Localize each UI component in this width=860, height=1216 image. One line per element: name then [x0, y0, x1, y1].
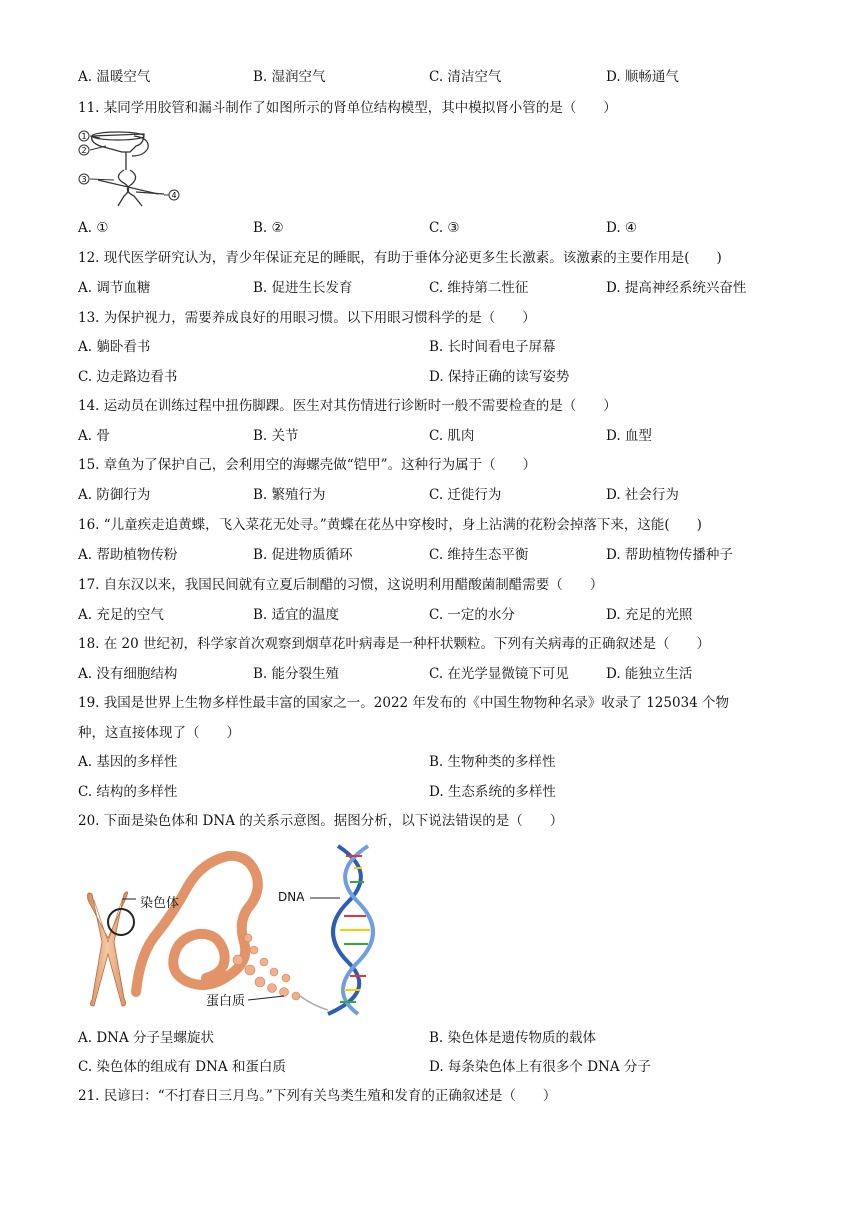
q11-option-c: C. ③: [429, 220, 460, 236]
coiled-fiber: [136, 856, 258, 992]
q19-option-b: B. 生物种类的多样性: [429, 754, 556, 770]
q12-option-a: A. 调节血糖: [78, 280, 151, 296]
q15-option-a: A. 防御行为: [78, 487, 151, 503]
q13-option-b: B. 长时间看电子屏幕: [429, 339, 556, 355]
label-protein: 蛋白质: [206, 994, 246, 1009]
q18-option-b: B. 能分裂生殖: [253, 666, 340, 682]
dna-helix: [300, 846, 373, 1014]
q17-stem: 17. 自东汉以来，我国民间就有立夏后制醋的习惯，这说明利用醋酸菌制醋需要（ ）: [78, 577, 604, 593]
q18-option-d: D. 能独立生活: [606, 666, 693, 682]
q13-option-d: D. 保持正确的读写姿势: [429, 369, 570, 385]
q12-stem: 12. 现代医学研究认为，青少年保证充足的睡眠，有助于垂体分泌更多生长激素。该激素的主要作用是( ): [78, 250, 722, 266]
q11-option-a: A. ①: [78, 220, 109, 236]
q17-option-d: D. 充足的光照: [606, 607, 693, 623]
q10-option-a: A. 温暖空气: [78, 69, 151, 85]
q15-option-d: D. 社会行为: [606, 487, 679, 503]
q14-option-c: C. 肌肉: [429, 428, 475, 444]
q16-option-d: D. 帮助植物传播种子: [606, 547, 733, 563]
label-chromosome: 染色体: [140, 896, 180, 911]
q19-option-a: A. 基因的多样性: [78, 754, 178, 770]
q11-stem: 11. 某同学用胶管和漏斗制作了如图所示的肾单位结构模型，其中模拟肾小管的是（ ）: [78, 100, 617, 116]
q14-option-a: A. 骨: [78, 428, 110, 444]
q13-option-a: A. 躺卧看书: [78, 339, 151, 355]
svg-text:3: 3: [81, 175, 87, 184]
q20-option-c: C. 染色体的组成有 DNA 和蛋白质: [78, 1059, 286, 1075]
q16-option-c: C. 维持生态平衡: [429, 547, 529, 563]
q10-option-b: B. 湿润空气: [253, 69, 326, 85]
svg-text:2: 2: [81, 146, 87, 155]
q18-option-a: A. 没有细胞结构: [78, 666, 178, 682]
q13-option-c: C. 边走路边看书: [78, 369, 178, 385]
q19-stem-line2: 种，这直接体现了（ ）: [78, 725, 240, 741]
q16-option-b: B. 促进物质循环: [253, 547, 353, 563]
q20-option-a: A. DNA 分子呈螺旋状: [78, 1030, 215, 1046]
q15-option-b: B. 繁殖行为: [253, 487, 326, 503]
q14-stem: 14. 运动员在训练过程中扭伤脚踝。医生对其伤情进行诊断时一般不需要检查的是（ ）: [78, 398, 617, 414]
q13-stem: 13. 为保护视力，需要养成良好的用眼习惯。以下用眼习惯科学的是（ ）: [78, 310, 536, 326]
q14-option-b: B. 关节: [253, 428, 299, 444]
svg-text:1: 1: [81, 132, 87, 141]
q17-option-b: B. 适宜的温度: [253, 607, 340, 623]
q10-option-c: C. 清洁空气: [429, 69, 502, 85]
q11-option-d: D. ④: [606, 220, 638, 236]
label-dna: DNA: [278, 890, 305, 904]
q20-option-b: B. 染色体是遗传物质的载体: [429, 1030, 597, 1046]
q19-option-d: D. 生态系统的多样性: [429, 784, 556, 800]
q14-option-d: D. 血型: [606, 428, 652, 444]
q15-option-c: C. 迁徙行为: [429, 487, 502, 503]
q12-option-d: D. 提高神经系统兴奋性: [606, 280, 747, 296]
nephron-model-figure: [78, 126, 182, 212]
q18-option-c: C. 在光学显微镜下可见: [429, 666, 569, 682]
q12-option-c: C. 维持第二性征: [429, 280, 529, 296]
q17-option-c: C. 一定的水分: [429, 607, 515, 623]
q12-option-b: B. 促进生长发育: [253, 280, 353, 296]
q11-option-b: B. ②: [253, 220, 284, 236]
q15-stem: 15. 章鱼为了保护自己，会利用空的海螺壳做“铠甲”。这种行为属于（ ）: [78, 457, 537, 473]
q16-option-a: A. 帮助植物传粉: [78, 547, 178, 563]
q18-stem: 18. 在 20 世纪初，科学家首次观察到烟草花叶病毒是一种杆状颗粒。下列有关病毒的正确叙述是（ ）: [78, 636, 711, 652]
q10-option-d: D. 顺畅通气: [606, 69, 679, 85]
q17-option-a: A. 充足的空气: [78, 607, 164, 623]
q21-stem: 21. 民谚曰：“不打春日三月鸟。”下列有关鸟类生殖和发育的正确叙述是（ ）: [78, 1088, 557, 1104]
q20-option-d: D. 每条染色体上有很多个 DNA 分子: [429, 1059, 651, 1075]
q19-stem-line1: 19. 我国是世界上生物多样性最丰富的国家之一。2022 年发布的《中国生物物种名录》收录了 125034 个物: [78, 695, 730, 711]
svg-text:4: 4: [171, 191, 177, 200]
q19-option-c: C. 结构的多样性: [78, 784, 178, 800]
q20-stem: 20. 下面是染色体和 DNA 的关系示意图。据图分析，以下说法错误的是（ ）: [78, 813, 564, 829]
q16-stem: 16. “儿童疾走追黄蝶，飞入菜花无处寻。”黄蝶在花丛中穿梭时，身上沾满的花粉会掉落下来，这能( ): [78, 517, 702, 533]
